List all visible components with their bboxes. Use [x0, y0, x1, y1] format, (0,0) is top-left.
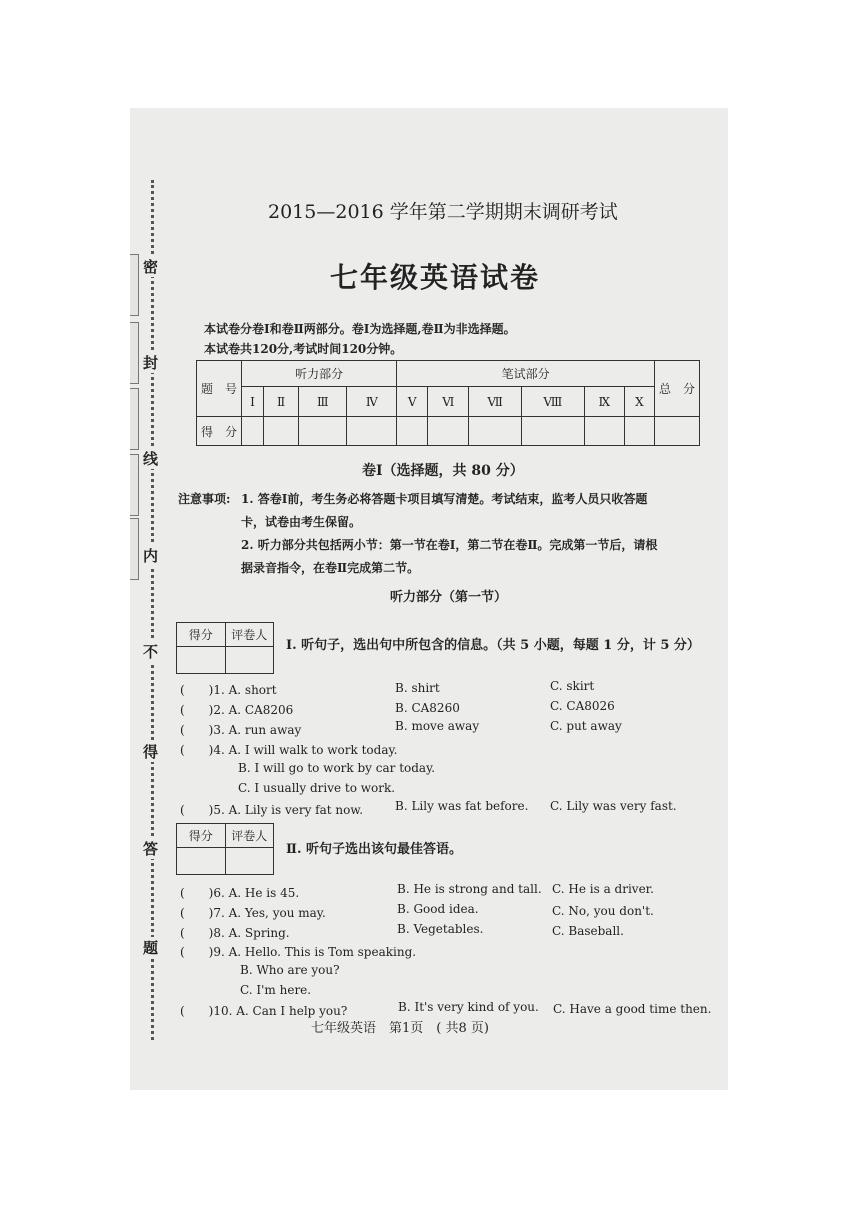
- option-b: B. It's very kind of you.: [398, 1000, 539, 1014]
- exam-info-line: 本试卷共120分,考试时间120分钟。: [204, 342, 403, 356]
- binding-char: 不: [143, 643, 159, 661]
- option-b: B. Good idea.: [397, 902, 479, 916]
- question-lead: ( )7. A. Yes, you may.: [180, 906, 326, 920]
- grade-box: [176, 622, 274, 674]
- option-c: C. skirt: [550, 679, 595, 693]
- score-table-listening-group: 听力部分: [242, 361, 397, 387]
- question-lead: ( )1. A. short: [180, 683, 277, 697]
- score-table-written-group: 笔试部分: [397, 361, 655, 387]
- part1-heading: Ⅰ. 听句子，选出句中所包含的信息。（共 5 小题，每题 1 分，计 5 分）: [286, 638, 700, 653]
- option-c: C. Baseball.: [552, 924, 624, 938]
- binding-box: [130, 254, 139, 316]
- option-c: C. I'm here.: [240, 983, 312, 997]
- option-b: B. I will go to work by car today.: [238, 761, 436, 775]
- exam-info-line: 本试卷分卷Ⅰ和卷Ⅱ两部分。卷Ⅰ为选择题,卷Ⅱ为非选择题。: [204, 322, 516, 336]
- binding-box: [130, 322, 139, 384]
- option-c: C. No, you don't.: [552, 904, 654, 918]
- score-cell: [264, 417, 299, 446]
- score-cell: [299, 417, 347, 446]
- question-lead: ( )8. A. Spring.: [180, 926, 290, 940]
- option-c: C. CA8026: [550, 699, 615, 713]
- notes-line: 1. 答卷Ⅰ前，考生务必将答题卡项目填写清楚。考试结束，监考人员只收答题: [241, 492, 648, 506]
- score-table-col: Ⅴ: [397, 387, 428, 417]
- score-cell: [242, 417, 264, 446]
- question-lead: ( )3. A. run away: [180, 723, 302, 737]
- grade-cell: [177, 647, 226, 674]
- volume-heading: 卷Ⅰ（选择题，共 80 分）: [362, 463, 524, 479]
- score-table-score-label: 得 分: [197, 417, 242, 446]
- grade-box: [176, 823, 274, 875]
- binding-char: 密: [143, 258, 159, 276]
- binding-char: 内: [143, 547, 159, 565]
- option-c: C. I usually drive to work.: [238, 781, 396, 795]
- question-lead: ( )9. A. Hello. This is Tom speaking.: [180, 945, 417, 959]
- exam-subtitle: 七年级英语试卷: [330, 261, 541, 294]
- question-lead: ( )6. A. He is 45.: [180, 886, 300, 900]
- question-lead: ( )4. A. I will walk to work today.: [180, 743, 398, 757]
- score-table-col: Ⅹ: [624, 387, 654, 417]
- score-table-col: Ⅳ: [347, 387, 397, 417]
- score-table-col: Ⅶ: [469, 387, 521, 417]
- grade-box-grader-label: 评卷人: [225, 824, 274, 848]
- grade-cell: [225, 848, 274, 875]
- notes-line: 2. 听力部分共包括两小节：第一节在卷Ⅰ，第二节在卷Ⅱ。完成第一节后，请根: [241, 538, 658, 552]
- binding-box: [130, 388, 139, 450]
- score-table-col: Ⅰ: [242, 387, 264, 417]
- grade-box-score-label: 得分: [177, 824, 226, 848]
- score-cell: [624, 417, 654, 446]
- notes-line: 据录音指令，在卷Ⅱ完成第二节。: [241, 561, 420, 575]
- binding-char: 题: [143, 939, 159, 957]
- score-table-col: Ⅵ: [428, 387, 469, 417]
- grade-cell: [225, 647, 274, 674]
- score-table-number-label: 题 号: [197, 361, 242, 417]
- question-lead: ( )10. A. Can I help you?: [180, 1004, 348, 1018]
- score-table-col: Ⅸ: [584, 387, 624, 417]
- option-c: C. Lily was very fast.: [550, 799, 677, 813]
- score-table-col: Ⅱ: [264, 387, 299, 417]
- option-b: B. He is strong and tall.: [397, 882, 542, 896]
- binding-char: 答: [143, 840, 159, 858]
- score-table: [196, 360, 700, 446]
- option-c: C. He is a driver.: [552, 882, 654, 896]
- notes-line: 卡，试卷由考生保留。: [241, 515, 362, 529]
- binding-box: [130, 518, 139, 580]
- option-b: B. shirt: [395, 681, 440, 695]
- option-c: C. Have a good time then.: [553, 1002, 712, 1016]
- part2-heading: Ⅱ. 听句子选出该句最佳答语。: [286, 842, 463, 857]
- grade-cell: [177, 848, 226, 875]
- score-table-col: Ⅲ: [299, 387, 347, 417]
- grade-box-score-label: 得分: [177, 623, 226, 647]
- question-lead: ( )5. A. Lily is very fat now.: [180, 803, 364, 817]
- question-lead: ( )2. A. CA8206: [180, 703, 294, 717]
- score-cell: [521, 417, 584, 446]
- section-heading: 听力部分（第一节）: [390, 590, 508, 605]
- score-cell: [469, 417, 521, 446]
- score-cell: [584, 417, 624, 446]
- score-table-total: 总 分: [655, 361, 700, 417]
- binding-char: 线: [143, 450, 159, 468]
- page-footer: 七年级英语 第1页 ( 共8 页): [311, 1021, 489, 1036]
- binding-char: 封: [143, 354, 159, 372]
- score-cell: [347, 417, 397, 446]
- binding-box: [130, 454, 139, 516]
- option-b: B. Vegetables.: [397, 922, 484, 936]
- binding-dotted-line: [151, 180, 154, 1040]
- exam-title: 2015—2016 学年第二学期期末调研考试: [268, 201, 618, 223]
- notes-label: 注意事项:: [178, 492, 231, 506]
- binding-char: 得: [143, 743, 159, 761]
- score-cell: [655, 417, 700, 446]
- option-b: B. Lily was fat before.: [395, 799, 529, 813]
- grade-box-grader-label: 评卷人: [225, 623, 274, 647]
- score-cell: [397, 417, 428, 446]
- option-c: C. put away: [550, 719, 622, 733]
- option-b: B. move away: [395, 719, 480, 733]
- option-b: B. CA8260: [395, 701, 460, 715]
- score-table-col: Ⅷ: [521, 387, 584, 417]
- score-cell: [428, 417, 469, 446]
- option-b: B. Who are you?: [240, 963, 340, 977]
